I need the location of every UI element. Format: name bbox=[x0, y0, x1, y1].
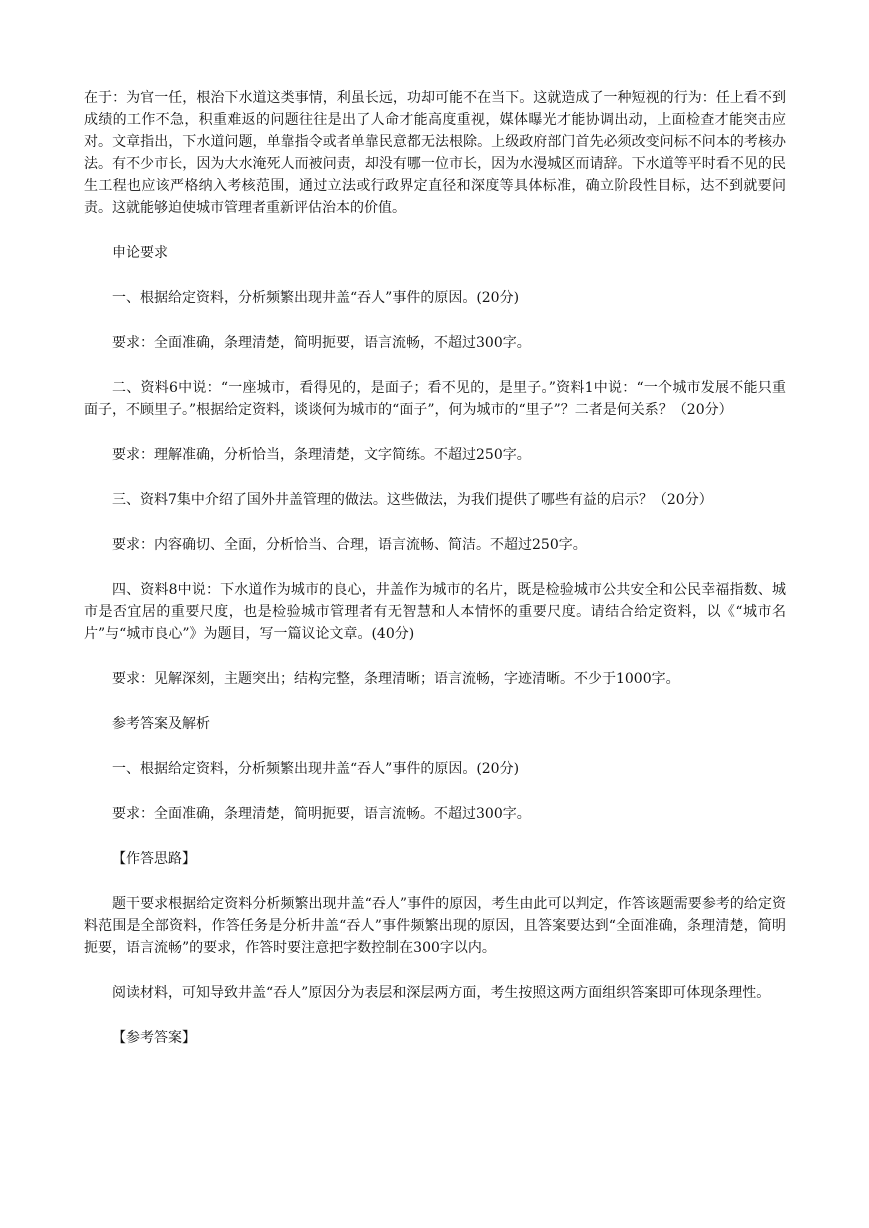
question-1-requirements: 要求：全面准确，条理清楚，简明扼要，语言流畅，不超过300字。 bbox=[112, 335, 531, 351]
heading-answer-approach: 【作答思路】 bbox=[112, 851, 196, 867]
question-4-requirements: 要求：见解深刻，主题突出；结构完整，条理清晰；语言流畅，字迹清晰。不少于1000字。 bbox=[112, 671, 680, 687]
paragraph-continued-text: 在于：为官一任，根治下水道这类事情，利虽长远，功却可能不在当下。这就造成了一种短视的行为：任上看不到成绩的工作不急，积重难返的问题往往是出了人命才能高度重视，媒体曝光才能协调出动，上面检查才能突击应对。文章指出，下水道问题，单靠指令或者单靠民意都无法根除。上级政府部门首先必须改变问标不问本的考核办法。有不少市长，因为大水淹死人而被问责，却没有哪一位市长，因为水漫城区而请辞。下水道等平时看不见的民生工程也应该严格纳入考核范围，通过立法或行政界定直径和深度等具体标准，确立阶段性目标，达不到就要问责。这就能够迫使城市管理者重新评估治本的价值。 bbox=[84, 90, 786, 216]
question-2-requirements: 要求：理解准确，分析恰当，条理清楚，文字简练。不超过250字。 bbox=[112, 447, 531, 463]
answer-question-1-requirements: 要求：全面准确，条理清楚，简明扼要，语言流畅。不超过300字。 bbox=[112, 806, 531, 822]
section-heading-reference-answers: 参考答案及解析 bbox=[112, 716, 210, 732]
question-1: 一、根据给定资料，分析频繁出现井盖“吞人”事件的原因。(20分) bbox=[112, 290, 520, 306]
heading-reference-answer: 【参考答案】 bbox=[112, 1030, 196, 1046]
document-body bbox=[84, 87, 786, 1049]
question-3: 三、资料7集中介绍了国外井盖管理的做法。这些做法，为我们提供了哪些有益的启示？（20分） bbox=[112, 492, 713, 508]
question-3-requirements: 要求：内容确切、全面，分析恰当、合理，语言流畅、简洁。不超过250字。 bbox=[112, 537, 587, 553]
answer-approach-paragraph-1: 题干要求根据给定资料分析频繁出现井盖“吞人”事件的原因，考生由此可以判定，作答该题需要参考的给定资料范围是全部资料，作答任务是分析井盖“吞人”事件频繁出现的原因，且答案要达到“全面准确，条理清楚，简明扼要，语言流畅”的要求，作答时要注意把字数控制在300字以内。 bbox=[84, 896, 786, 956]
answer-approach-paragraph-2: 阅读材料，可知导致井盖“吞人”原因分为表层和深层两方面，考生按照这两方面组织答案即可体现条理性。 bbox=[112, 985, 771, 1001]
question-2: 二、资料6中说：“一座城市，看得见的，是面子；看不见的，是里子。”资料1中说：“一个城市发展不能只重面子，不顾里子。”根据给定资料，谈谈何为城市的“面子”，何为城市的“里子”？二者是何关系？（20分） bbox=[84, 380, 786, 418]
answer-question-1: 一、根据给定资料，分析频繁出现井盖“吞人”事件的原因。(20分) bbox=[112, 761, 520, 777]
section-heading-essay-requirements: 申论要求 bbox=[112, 245, 168, 261]
question-4: 四、资料8中说：下水道作为城市的良心，井盖作为城市的名片，既是检验城市公共安全和公民幸福指数、城市是否宜居的重要尺度，也是检验城市管理者有无智慧和人本情怀的重要尺度。请结合给定资料，以《“城市名片”与“城市良心”》为题目，写一篇议论文章。(40分) bbox=[84, 582, 786, 642]
